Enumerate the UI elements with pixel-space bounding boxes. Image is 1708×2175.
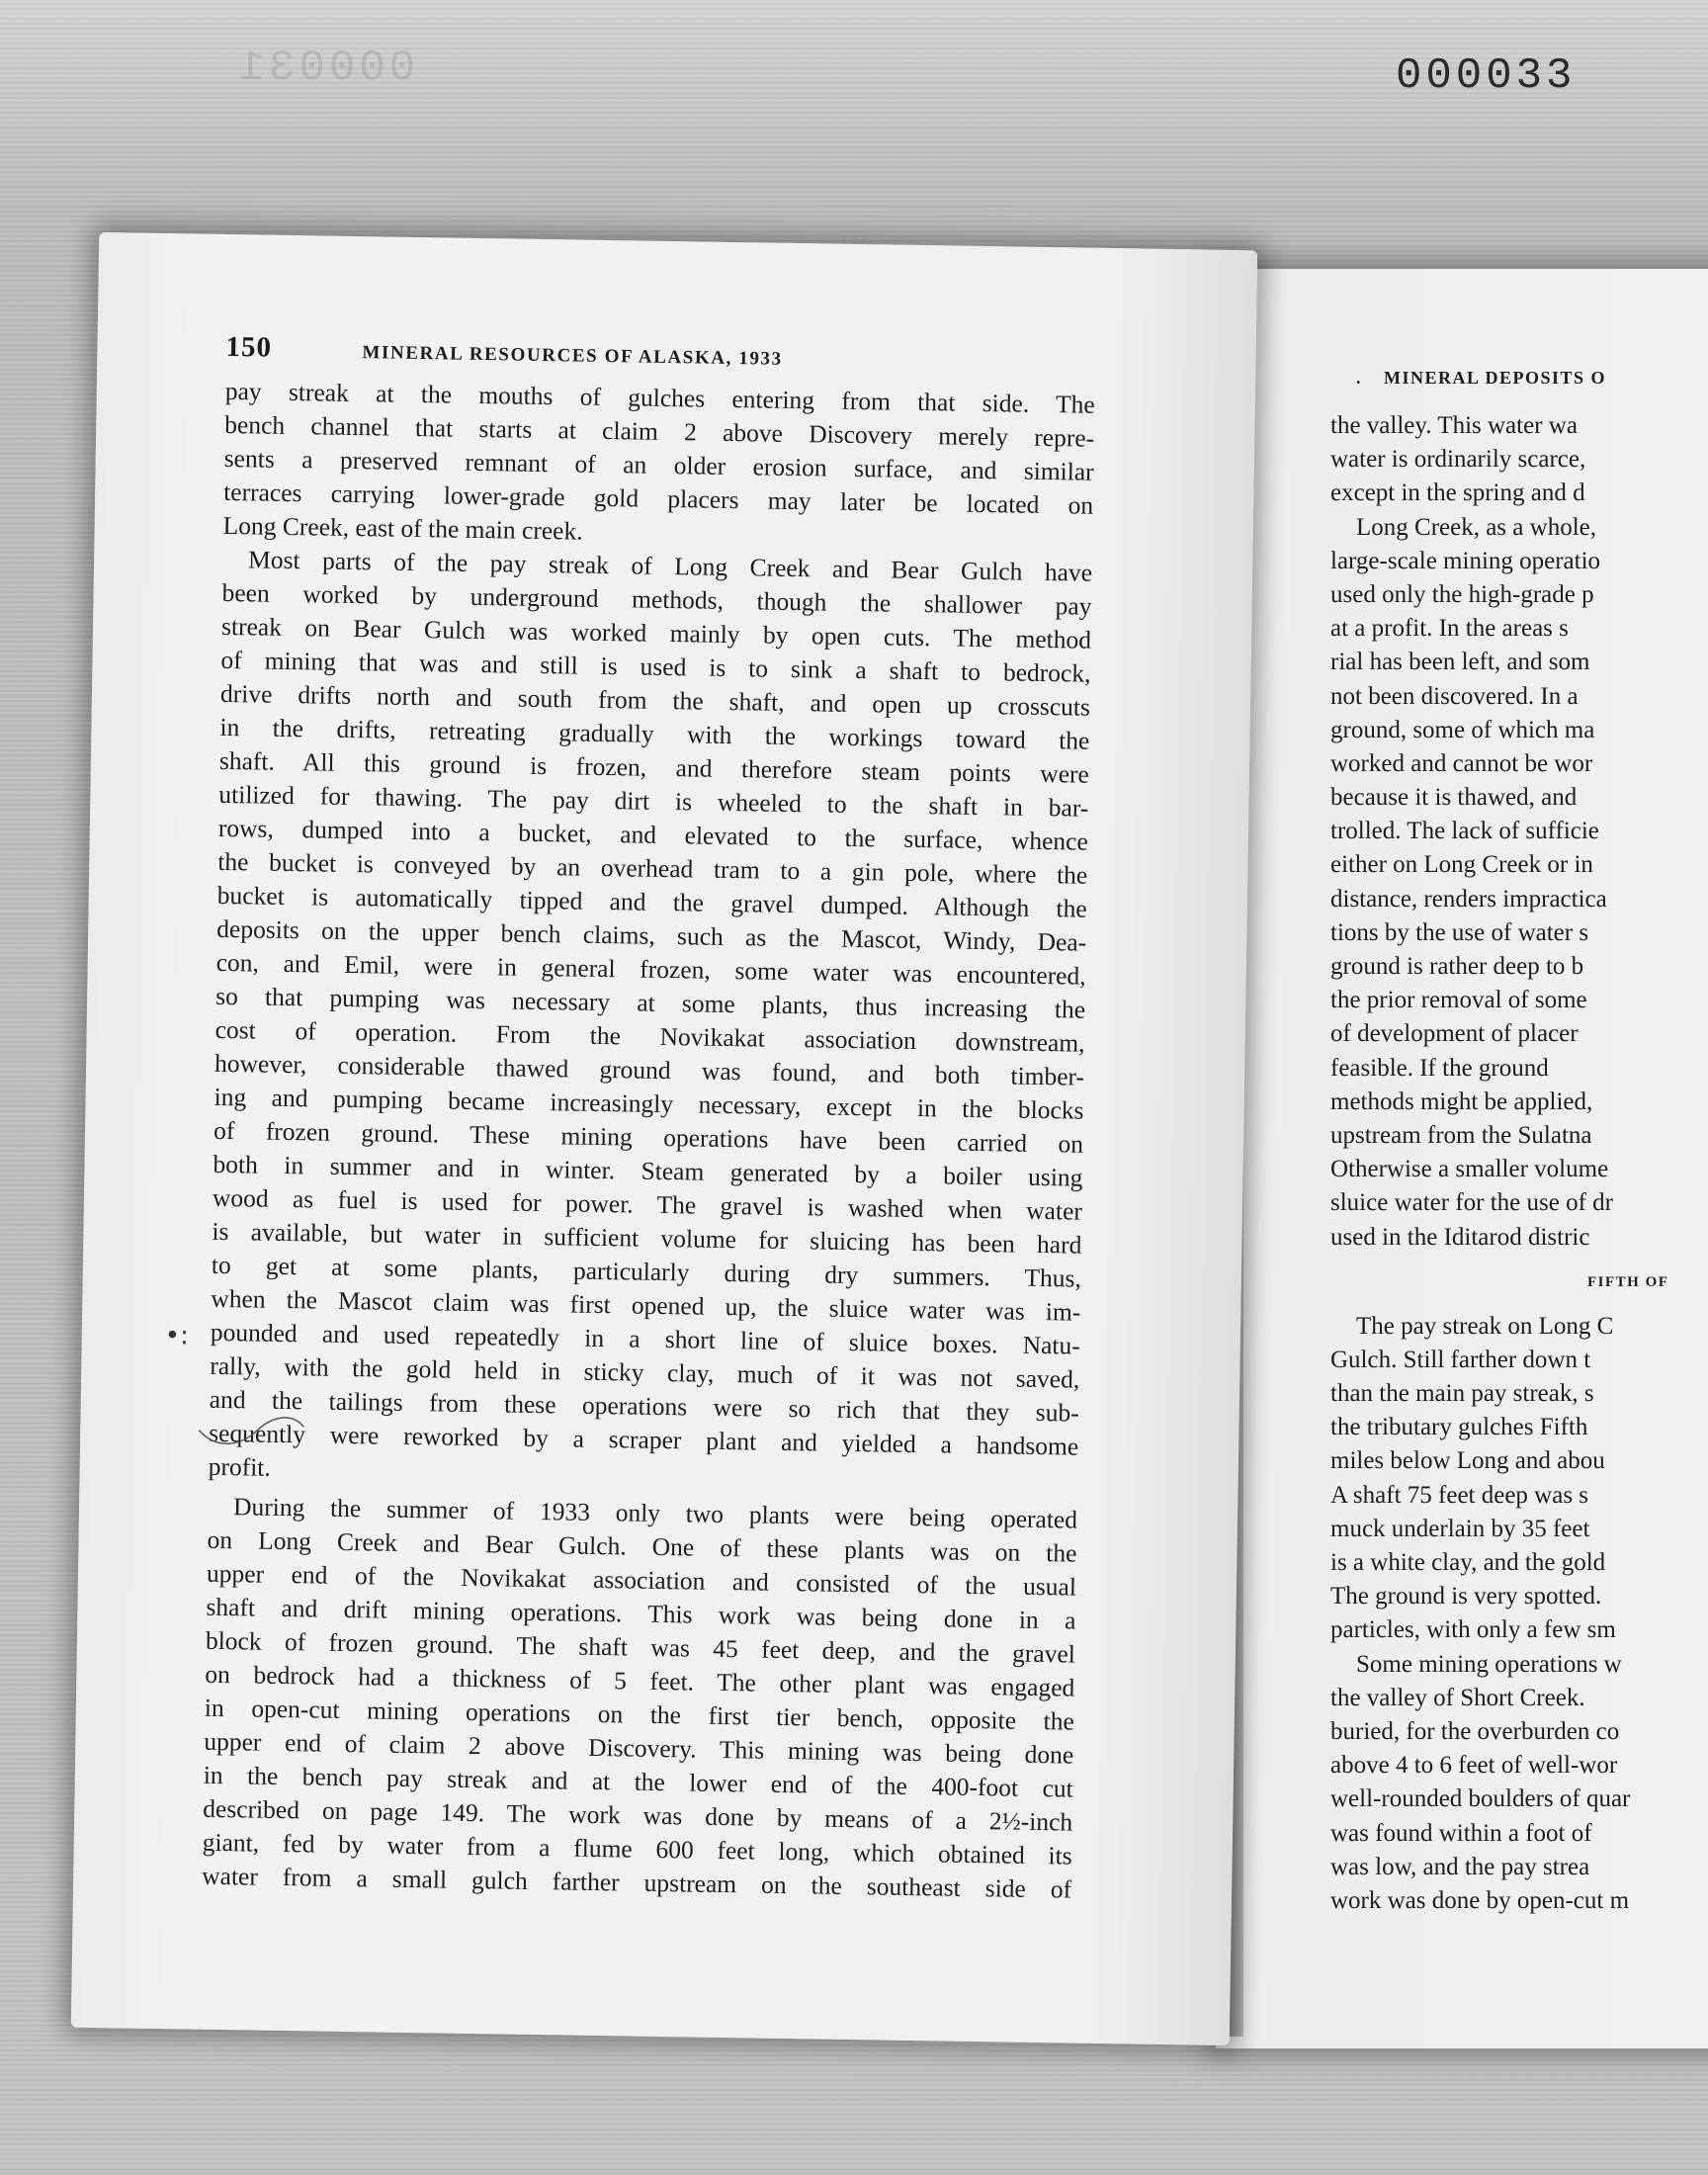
text-line: than the main pay streak, s xyxy=(1330,1380,1594,1408)
text-line: work was done by open-cut m xyxy=(1330,1886,1630,1914)
text-line: in open-cut mining operations on the first tier bench, opposite the xyxy=(204,1693,1075,1736)
text-line: sequently were reworked by a scraper plant and yielded a handsome xyxy=(209,1418,1079,1461)
text-line: was low, and the pay strea xyxy=(1330,1853,1590,1880)
text-line: Most parts of the pay streak of Long Creek and Bear Gulch have xyxy=(247,545,1093,587)
scan-hair-mark xyxy=(197,1391,306,1462)
right-running-head-text: MINERAL DEPOSITS O xyxy=(1384,368,1607,388)
text-line: tions by the use of water s xyxy=(1330,918,1589,946)
text-line: so that pumping was necessary at some plants, thus increasing the xyxy=(214,981,1086,1024)
text-line: terraces carrying lower-grade gold placers may later be located on xyxy=(222,477,1094,520)
text-line: when the Mascot claim was first opened up, the sluice water was im- xyxy=(211,1283,1081,1327)
text-line: block of frozen ground. The shaft was 45 feet deep, and the gravel xyxy=(205,1625,1076,1669)
text-line: is a white clay, and the gold xyxy=(1330,1549,1606,1576)
left-page-content xyxy=(202,331,1096,1907)
text-line: buried, for the overburden co xyxy=(1330,1717,1620,1745)
text-line: drive drifts north and south from the shaft, and open up crosscuts xyxy=(219,678,1091,722)
text-line: upper end of the Novikakat association and consisted of the usual xyxy=(206,1558,1077,1602)
text-line: pay streak at the mouths of gulches entering from that side. The xyxy=(224,376,1095,419)
right-section-heading: FIFTH OF xyxy=(1587,1273,1669,1290)
page-number: 150 xyxy=(225,330,273,364)
text-line: the bucket is conveyed by an overhead tram to a gin pole, where the xyxy=(217,846,1088,890)
text-line: is available, but water in sufficient volume for sluicing has been hard xyxy=(212,1216,1082,1260)
text-line: used only the high-grade p xyxy=(1330,580,1594,608)
text-line: giant, fed by water from a flume 600 feet long, which obtained its xyxy=(202,1827,1072,1870)
right-page-content xyxy=(1330,368,1708,1918)
text-line: Some mining operations w xyxy=(1356,1650,1622,1678)
text-line: in the bench pay streak and at the lower end of the 400-foot cut xyxy=(203,1760,1073,1803)
left-body-text xyxy=(202,375,1095,1907)
text-line: above 4 to 6 feet of well-wor xyxy=(1330,1752,1618,1780)
ghost-stamp-number: 000031 xyxy=(234,44,415,93)
text-line: pounded and used repeatedly in a short line of sluice boxes. Natu- xyxy=(210,1317,1080,1360)
text-line: well-rounded boulders of quar xyxy=(1330,1785,1631,1813)
text-line: either on Long Creek or in xyxy=(1330,851,1593,879)
text-line: methods might be applied, xyxy=(1330,1088,1593,1115)
text-line: rows, dumped into a bucket, and elevated to the surface, whence xyxy=(217,813,1089,856)
text-line: feasible. If the ground xyxy=(1330,1054,1549,1082)
text-line: water from a small gulch farther upstream on the southeast side of xyxy=(202,1861,1072,1904)
text-line: been worked by underground methods, though the shallower pay xyxy=(221,577,1092,621)
text-line: water is ordinarily scarce, xyxy=(1330,446,1586,474)
text-line: Gulch. Still farther down t xyxy=(1330,1346,1591,1373)
text-line: because it is thawed, and xyxy=(1330,784,1578,812)
text-line: bench channel that starts at claim 2 above Discovery merely repre- xyxy=(224,409,1095,453)
text-line: on bedrock had a thickness of 5 feet. The other plant was engaged xyxy=(205,1659,1075,1702)
left-page xyxy=(71,232,1257,2045)
text-line: of frozen ground. These mining operations have been carried on xyxy=(213,1115,1084,1159)
scan-speck-mark: •: xyxy=(164,1321,190,1351)
text-line: shaft and drift mining operations. This work was being done in a xyxy=(206,1592,1076,1635)
text-line: large-scale mining operatio xyxy=(1330,547,1601,574)
text-line: profit. xyxy=(208,1451,271,1482)
text-line: at a profit. In the areas s xyxy=(1330,615,1569,643)
text-line: Long Creek, as a whole, xyxy=(1356,513,1596,541)
text-line: cost of operation. From the Novikakat association downstream, xyxy=(214,1014,1085,1058)
text-line: Long Creek, east of the main creek. xyxy=(222,510,583,546)
text-line: bucket is automatically tipped and the gravel dumped. Although the xyxy=(216,880,1087,923)
text-line: used in the Iditarod distric xyxy=(1330,1223,1590,1251)
text-line: rally, with the gold held in sticky clay, much of it was not saved, xyxy=(210,1350,1080,1394)
text-line: to get at some plants, particularly during dry summers. Thus, xyxy=(211,1250,1082,1293)
text-line: and the tailings from these operations were so rich that they sub- xyxy=(209,1384,1079,1428)
text-line: rial has been left, and som xyxy=(1330,649,1590,676)
text-line: of mining that was and still is used is to sink a shaft to bedrock, xyxy=(220,645,1091,688)
text-line: upper end of claim 2 above Discovery. This mining was being done xyxy=(204,1726,1074,1770)
text-line: upstream from the Sulatna xyxy=(1330,1121,1592,1149)
text-line: utilized for thawing. The pay dirt is wheeled to the shaft in bar- xyxy=(218,779,1089,823)
text-line: deposits on the upper bench claims, such as the Mascot, Windy, Dea- xyxy=(216,914,1087,957)
text-line: ing and pumping became increasingly necessary, except in the blocks xyxy=(214,1082,1084,1125)
text-line: ground is rather deep to b xyxy=(1330,953,1584,980)
text-line: worked and cannot be wor xyxy=(1330,749,1593,777)
text-line: muck underlain by 35 feet xyxy=(1330,1515,1590,1542)
text-line: the prior removal of some xyxy=(1330,987,1587,1014)
right-page xyxy=(1216,269,1708,2048)
text-line: wood as fuel is used for power. The gravel is washed when water xyxy=(212,1182,1083,1226)
text-line: not been discovered. In a xyxy=(1330,682,1579,710)
text-line: The pay streak on Long C xyxy=(1356,1312,1614,1340)
document-stamp-number: 000033 xyxy=(1396,51,1577,101)
text-line: trolled. The lack of sufficie xyxy=(1330,818,1599,845)
text-line: A shaft 75 feet deep was s xyxy=(1330,1481,1589,1509)
text-line: Otherwise a smaller volume xyxy=(1330,1156,1609,1183)
text-line: the valley. This water wa xyxy=(1330,412,1578,439)
text-line: the tributary gulches Fifth xyxy=(1330,1414,1588,1441)
text-line: in the drifts, retreating gradually with the workings toward the xyxy=(219,712,1090,755)
text-line: on Long Creek and Bear Gulch. One of these plants was on the xyxy=(207,1524,1077,1568)
right-text-block-top xyxy=(1330,409,1708,1255)
text-line: con, and Emil, were in general frozen, some water was encountered, xyxy=(215,947,1086,991)
right-text-block-bottom xyxy=(1330,1310,1708,1918)
text-line: was found within a foot of xyxy=(1330,1819,1592,1847)
text-line: both in summer and in winter. Steam generated by a boiler using xyxy=(213,1149,1083,1192)
right-running-head: . MINERAL DEPOSITS O xyxy=(1356,368,1607,388)
text-line: sents a preserved remnant of an older erosion surface, and similar xyxy=(223,443,1094,486)
text-line: The ground is very spotted. xyxy=(1330,1583,1602,1610)
text-line: shaft. All this ground is frozen, and therefore steam points were xyxy=(218,745,1090,789)
text-line: distance, renders impractica xyxy=(1330,885,1607,913)
text-line: however, considerable thawed ground was found, and both timber- xyxy=(214,1048,1085,1091)
text-line: ground, some of which ma xyxy=(1330,716,1595,743)
running-head-title: MINERAL RESOURCES OF ALASKA, 1933 xyxy=(362,342,783,370)
text-line: During the summer of 1933 only two plants were being operated xyxy=(232,1492,1078,1534)
text-line: except in the spring and d xyxy=(1330,479,1585,507)
text-line: of development of placer xyxy=(1330,1020,1579,1048)
text-line: particles, with only a few sm xyxy=(1330,1616,1616,1644)
text-line: streak on Bear Gulch was worked mainly by open cuts. The method xyxy=(220,611,1092,654)
text-line: described on page 149. The work was done by means of a 2½-inch xyxy=(203,1793,1073,1837)
text-line: miles below Long and abou xyxy=(1330,1447,1605,1475)
text-line: the valley of Short Creek. xyxy=(1330,1684,1585,1711)
text-line: sluice water for the use of dr xyxy=(1330,1189,1613,1217)
